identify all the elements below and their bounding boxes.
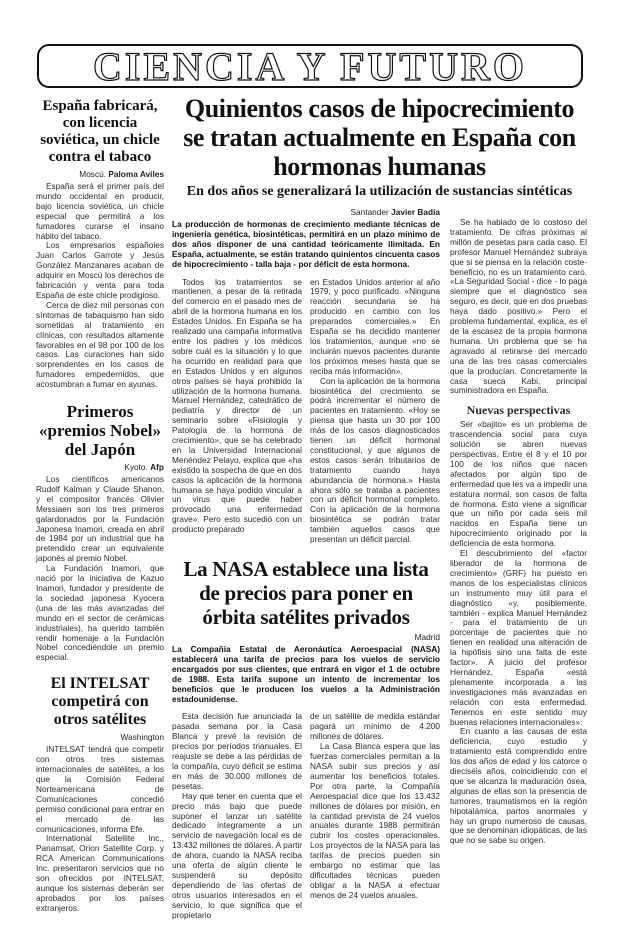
nasa-lede: La Compañía Estatal de Aeronáutica Aeroespacial (NASA) establecerá una tarifa de precios para los vuelos de servicio encargados por sus clientes, que entrará en vigor el 1 de octubre de 1988. Esta tarifa supone un intento de incrementar los beneficios que le producen los vuelos a la Administración estadounidense. [172,644,440,704]
main-area [172,94,587,920]
article-byline: Washington [120,732,164,743]
subsection-title: Nuevas perspectivas [466,403,571,418]
left-article-intelsat [36,675,164,913]
article-body: INTELSAT tendrá que competir con otros tres sistemas internacionales de satélites, a los que la Comisión Federal Norteamericana de Comunicaciones concedió permiso condicional para entrar en el mercado de las comunicaciones, informa Efe. International Satellite Inc., Panamsat, Orion Satellite Corp. y RCA American Communications Inc. presentaron servicios que no son ofrecidos por INTELSAT, aunque los sistemas deberán ser aprobados por los países extranjeros. [36,744,164,913]
main-column-2: en Estados Unidos anterior al año 1979, y poco purificado. «Ninguna reacción secundaria se ha producido en cambio con los preparados comerciales.» En España se ha decidido mantener los tratamientos, aunque «no se incluirán nuevos pacientes durante los próximos meses hasta que se reciba más información». Con la aplicación de la hormona biosintética del crecimiento se podrá incrementar el número de pacientes en tratamiento. «Hoy se piensa que hasta un 30 por 100 más de los casos diagnosticados tienen un déficit hormonal constitucional, y que algunos de estos casos serán tributarios de tratamiento cuando haya abundancia de hormona.» Hasta ahora sólo se trataba a pacientes con un déficit hormonal completo. Con la aplicación de la hormona biosintética se podrán tratar también aquellos casos que presentan un déficit parcial. [310,276,440,545]
main-column-3: Se ha hablado de lo costoso del tratamiento. De cifras próximas al millón de pesetas para cada caso. El profesor Manuel Hernández subraya que si se piensa en la relación coste-beneficio, no es un tratamiento caro. «La Seguridad Social - dice - lo paga siempre que el diagnóstico sea seguro, es decir, que en dos pruebas haya dado positivo.» Pero el problema fundamental, explica, es el de la escasez de la propia hormona humana. Un problema que se ha agravado al retirarse del mercado una de las tres casas comerciales que la producían. Concretamente la casa sueca Kabi, principal suministradora en España. Nuevas perspectivas Ser «bajito» es un problema de trascendencia social para cuya solución se abren nuevas perspectivas. Entre el 8 y el 10 por 100 de los niños que nacen afectados por algún tipo de enfermedad que les va a impedir una estatura normal, son casos de falta de hormona. Esto viene a significar que un niño por cada seis mil nacidos en España tiene un hipocrecimiento originado por la deficiencia de esta hormona. El descubrimiento del «factor liberador de la hormona de crecimiento» (GRF) ha puesto en manos de los especialistas clínicos un instrumento muy útil para el diagnóstico «y, posiblemente, también - explica Manuel Hernández - para el tratamiento de un porcentaje de pacientes que no tienen en realidad una alteración de la hipófisis sino una falta de este factor». A juicio del profesor Hernández, España «está plenamente incorporada a las investigaciones más avanzadas en relación con esta enfermedad. Tenemos en este sentido muy buenas relaciones internacionales». En cuanto a las causas de esta deficiencia, cuyo estudio y tratamiento está comprendido entre los dos años de edad y los catorce o dieciséis años, coincidiendo con el que se alcanza la maduración ósea, algunas de ellas son la presencia de tumores, traumatismos en la región hipotalámica, partos anormales y hay un grupo numeroso de causas, que se denominan idiopáticas, de las que no se sabe su origen. [450,217,587,846]
article-headline: España fabricará, con licencia soviética, un chicle contra el tabaco [40,98,160,165]
nasa-column-1: Esta decisión fue anunciada la pasada semana por la Casa Blanca y prevé la revisión de precios por períodos trianuales. El reajuste se debe a las pérdidas de la compañía, cuyo déficit se estima en más de 30.000 millones de pesetas. Hay que tener en cuenta que el precio más bajo que puede suponer el lanzar un satélite dedicado íntegramente a un servicio de navegación local es de 13.432 millones de dólares. A partir de ahora, cuando la NASA reciba una oferta de algún cliente le suspenderá su depósito dependiendo de las ofertas de otros usuarios interesados en el servicio, lo que significa que el propietario [172,711,302,920]
article-headline: Primeros «premios Nobel» del Japón [39,402,161,460]
nasa-column-2: de un satélite de medida estándar pagará un mínimo de 4.200 millones de dólares. La Casa Blanca espera que las fuerzas comerciales permitan a la NASA subir sus precios y así aumentar los beneficios totales. Por otra parte, la Compañía Aeroespacial dice que los 13.432 millones de dólares por misión, en la cantidad prevista de 24 vuelos anuales durante 1988 permitirán cubrir los costes operacionales. Los proyectos de la NASA para las tarifas de precios pueden sin embargo no estimar que las dificultades técnicas pueden obligar a la NASA a efectuar menos de 24 vuelos anuales. [310,711,440,900]
main-column-1: Todos los tratamientos se mantienen, a pesar de la retirada del comercio en el pasado mes de abril de la hormona humana en los Estados Unidos. En España se ha realizado una campaña informativa entre los padres y los médicos sobre cuál es la situación y lo que ha ocurrido en realidad para que en Estados Unidos y en algunos otros países se haya prohibido la utilización de la hormona humana. Manuel Hernández, catedrático de pediatría y director de un seminario sobre «Fisiología y Patología de la hormona de crecimiento», que se ha celebrado en la Universidad Internacional Menéndez Pelayo, explica que «ha existido la sospecha de que en dos casos la aplicación de la hormona humana se haya podido vincular a un virus que puede haber provocado una enfermedad grave». Pero esto sucedió con un producto preparado [172,276,302,535]
nasa-headline: La NASA establece una lista de precios para poner en órbita satélites privados [183,557,429,629]
nasa-byline: Madrid [414,632,440,642]
left-article-nobel [36,402,164,663]
left-column [36,98,164,926]
left-article-chicle [36,98,164,390]
main-byline: Santander Javier Badía [350,207,440,217]
main-subheadline: En dos años se generalizará la utilización de sustancias sintéticas [186,184,573,199]
nasa-article [172,557,440,920]
article-byline: Moscú. Paloma Aviles [79,169,164,179]
center-column [172,204,440,920]
section-title: CIENCIA Y FUTURO [93,43,527,89]
article-byline: Kyoto. Afp [124,462,164,473]
main-lede: La producción de hormonas de crecimiento mediante técnicas de ingeniería genética, biosintéticas, permitirá en un plazo mínimo de dos años disponer de una cantidad teóricamente ilimitada. En España, actualmente, se están tratando quinientos cincuenta casos de hipocrecimiento - talla baja - por déficit de esta hormona. [172,219,440,269]
article-body: Los científicos americanos Rudolf Kalman y Claude Shanon, y el compositor francés Olivier Messiaen son los tres primeros galardonados por la Fundación Japonesa Inamori, creada en abril de 1984 por un industrial que ha pretendido crear un equivalente japonés al premio Nobel. La Fundación Inamori, que nació por la iniciativa de Kazuo Inamori, fundador y presidente de la sociedad japonesa Kyocera (una de las más avanzadas del mundo en el sector de cerámicas industriales), ha querido también rendir homenaje a la Fundación Nobel concediéndole un premio especial. [36,474,164,663]
section-masthead [37,44,583,88]
article-headline: El INTELSAT competirá con otros satélites [50,675,150,729]
article-body: España será el primer país del mundo occidental en producir, bajo licencia soviética, un chicle especial que permitirá a los fumadores curarse el insano hábito del tabaco. Los empresarios españoles Juan Carlos Garrote y Jesús González Manzanares acaban de adquirir en Moscú los derechos de fabricación y venta para toda España de este chicle prodigioso. Cerca de diez mil personas con síntomas de tabaquismo han sido sometidas al tratamiento en clínicas, con resultados altamente favorables en el 98 por 100 de los casos. Las curaciones han sido sorprendentes en los casos de fumadores empedernidos, que acostumbran a fumar en ayunas. [36,181,164,390]
main-headline: Quinientos casos de hipocrecimiento se tratan actualmente en España con hormonas humanas [183,94,576,181]
